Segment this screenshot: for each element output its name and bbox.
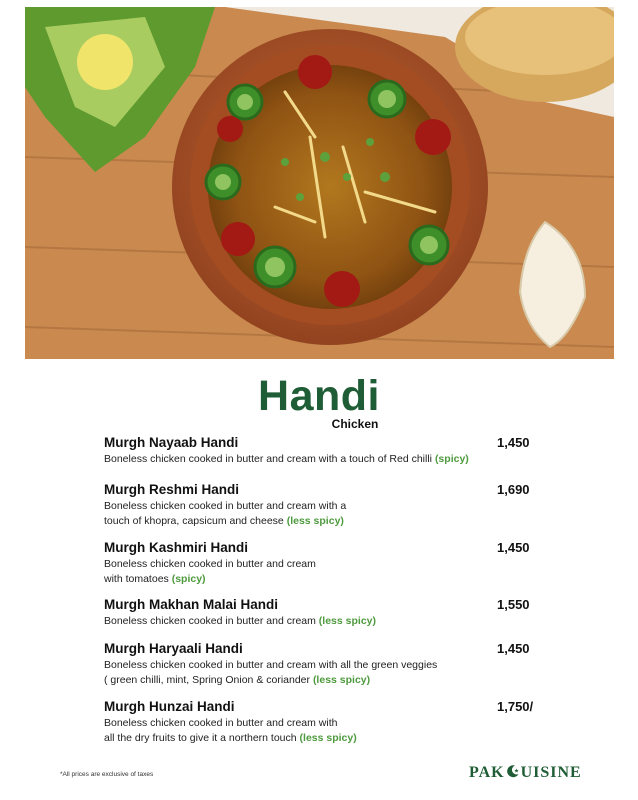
spice-level: (spicy) xyxy=(171,572,206,585)
item-description: Boneless chicken cooked in butter and cream with a touch of Red chilli (spicy) xyxy=(104,453,469,465)
item-price: 1,450 xyxy=(497,540,530,555)
logo-text-right: UISINE xyxy=(520,764,582,781)
item-description: Boneless chicken cooked in butter and cream with tomatoes (spicy) xyxy=(104,558,316,585)
item-name: Murgh Nayaab Handi xyxy=(104,435,239,450)
item-price: 1,450 xyxy=(497,641,530,656)
item-price: 1,450 xyxy=(497,435,530,450)
page-subtitle: Chicken xyxy=(331,417,379,431)
item-price: 1,750/ xyxy=(497,699,534,714)
hero-photo-handi-dish xyxy=(25,7,614,359)
page-title: Handi xyxy=(258,372,380,420)
item-name: Murgh Reshmi Handi xyxy=(104,482,240,497)
item-name: Murgh Hunzai Handi xyxy=(104,699,235,714)
item-description: Boneless chicken cooked in butter and cream with all the dry fruits to give it a northern touch (less spicy) xyxy=(104,717,357,744)
tax-footnote: *All prices are exclusive of taxes xyxy=(60,771,154,778)
menu-item xyxy=(104,699,544,745)
item-description: Boneless chicken cooked in butter and cream with all the green veggies ( green chilli, mint, Spring Onion & coriander (less spicy) xyxy=(104,659,438,686)
item-name: Murgh Haryaali Handi xyxy=(104,641,243,656)
item-description: Boneless chicken cooked in butter and cream (less spicy) xyxy=(104,615,376,627)
spice-level: (less spicy) xyxy=(286,514,344,527)
item-name: Murgh Kashmiri Handi xyxy=(104,540,249,555)
spice-level: (spicy) xyxy=(434,453,469,465)
menu-item xyxy=(104,435,544,467)
spice-level: (less spicy) xyxy=(318,615,376,627)
logo-text-left: PAK xyxy=(469,764,505,781)
spice-level: (less spicy) xyxy=(312,673,371,686)
item-price: 1,550 xyxy=(497,597,530,612)
spice-level: (less spicy) xyxy=(299,731,357,744)
menu-item xyxy=(104,597,544,629)
item-name: Murgh Makhan Malai Handi xyxy=(104,597,279,612)
brand-logo xyxy=(469,764,582,782)
menu-item xyxy=(104,540,544,586)
menu-item xyxy=(104,482,544,528)
crescent-star-icon xyxy=(506,764,520,778)
item-price: 1,690 xyxy=(497,482,530,497)
menu-item xyxy=(104,641,544,687)
item-description: Boneless chicken cooked in butter and cream with a touch of khopra, capsicum and cheese (less spicy) xyxy=(104,500,347,527)
